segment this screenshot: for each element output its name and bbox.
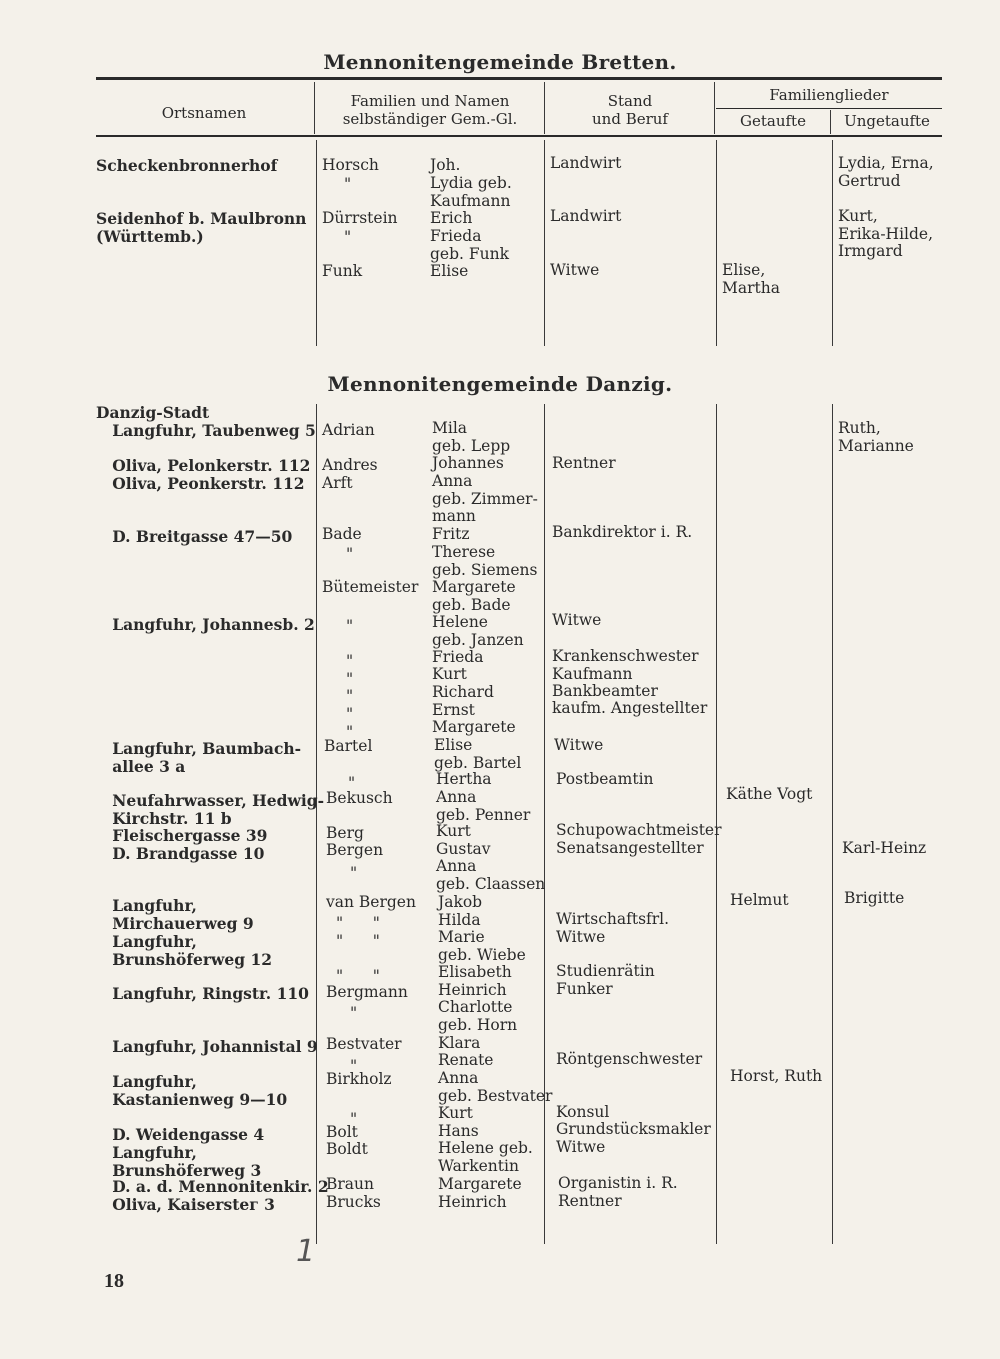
beruf-cell: Kaufmann	[552, 665, 633, 683]
family-cell: "	[350, 1110, 358, 1128]
ungetaufte-cell: Kurt, Erika-Hilde, Irmgard	[838, 207, 934, 261]
family-cell: "	[346, 705, 354, 723]
column-divider	[832, 404, 833, 1244]
family-cell: Dürrstein	[322, 209, 398, 227]
beruf-cell: Postbeamtin	[556, 770, 654, 788]
ort-cell: Oliva, Kaiserstег 3	[96, 1195, 275, 1214]
beruf-cell: Witwe	[552, 611, 602, 629]
name-cell: Renate	[438, 1051, 494, 1069]
family-cell: Bergmann	[326, 983, 408, 1001]
header-top-rule	[96, 77, 942, 80]
name-cell: Therese geb. Siemens	[432, 543, 538, 579]
beruf-cell: Witwe	[554, 736, 604, 754]
name-cell: Klara	[438, 1034, 481, 1052]
beruf-cell: Konsul	[556, 1103, 610, 1121]
family-cell: van Bergen	[326, 893, 416, 911]
family-cell: "	[346, 670, 354, 688]
beruf-cell: Senatsangestellter	[556, 839, 704, 857]
family-cell: Horsch	[322, 156, 379, 174]
name-cell: Heinrich	[438, 1193, 507, 1211]
family-cell: Braun	[326, 1175, 375, 1193]
name-cell: Hertha	[436, 770, 492, 788]
family-cell: "	[346, 723, 354, 741]
header-divider	[314, 82, 315, 134]
name-cell: Ernst	[432, 701, 475, 719]
ort-cell: Danzig-Stadt	[96, 403, 210, 422]
family-cell: Birkholz	[326, 1070, 392, 1088]
section1-title: Mennonitengemeinde Bretten.	[323, 50, 677, 74]
name-cell: Mila geb. Lepp	[432, 419, 511, 455]
name-cell: Heinrich	[438, 981, 507, 999]
header-divider	[544, 82, 545, 134]
ort-cell: Langfuhr, Brunshöferweg 12	[112, 932, 273, 969]
name-cell: Anna geb. Zimmer- mann	[432, 472, 538, 526]
family-cell: "	[346, 617, 354, 635]
beruf-cell: Funker	[556, 980, 613, 998]
name-cell: Margarete	[432, 718, 516, 736]
name-cell: Kurt	[436, 822, 471, 840]
name-cell: Erich	[430, 209, 473, 227]
family-cell: Berg	[326, 824, 364, 842]
family-cell: "	[344, 228, 352, 246]
ort-cell: Langfuhr, Kastanienweg 9—10	[112, 1072, 288, 1109]
getaufte-cell: Helmut	[730, 891, 789, 909]
getaufte-cell: Käthe Vogt	[726, 785, 813, 803]
getaufte-cell: Elise, Martha	[722, 261, 780, 297]
family-cell: Adrian	[322, 421, 375, 439]
family-cell: Bade	[322, 525, 362, 543]
ort-cell: Langfuhr, Taubenweg 5	[96, 421, 316, 440]
column-divider	[544, 140, 545, 346]
ort-cell: Fleischergasse 39	[96, 826, 268, 845]
header-familien: Familien und Namen selbständiger Gem.-Gl.	[342, 92, 518, 128]
beruf-cell: kaufm. Angestellter	[552, 699, 708, 717]
section2-title: Mennonitengemeinde Danzig.	[327, 372, 673, 396]
name-cell: Margarete	[438, 1175, 522, 1193]
ort-cell: D. Breitgasse 47—50	[96, 527, 293, 546]
ort-cell: Langfuhr, Mirchauerweg 9	[112, 896, 254, 933]
name-cell: Frieda geb. Funk	[430, 227, 509, 263]
family-cell: "	[350, 1057, 358, 1075]
family-cell: Bolt	[326, 1123, 358, 1141]
header-divider	[830, 110, 831, 134]
name-cell: Elisabeth	[438, 963, 512, 981]
family-cell: " "	[336, 914, 380, 932]
family-cell: " "	[336, 967, 380, 985]
ort-cell: D. Brandgasse 10	[96, 844, 265, 863]
name-cell: Hans	[438, 1122, 479, 1140]
family-cell: "	[346, 545, 354, 563]
family-cell: "	[350, 1004, 358, 1022]
ort-cell: Oliva, Pelonkerstr. 112	[96, 456, 311, 475]
name-cell: Gustav	[436, 840, 491, 858]
name-cell: Anna geb. Bestvater	[438, 1069, 553, 1105]
name-cell: Helene geb. Warkentin	[438, 1139, 533, 1175]
beruf-cell: Krankenschwester	[552, 647, 699, 665]
header-ungetaufte: Ungetaufte	[844, 112, 930, 130]
getaufte-cell: Horst, Ruth	[730, 1067, 823, 1085]
name-cell: Johannes	[432, 454, 504, 472]
name-cell: Frieda	[432, 648, 484, 666]
family-cell: Bütemeister	[322, 578, 419, 596]
ort-cell: Langfuhr, Johannesb. 2	[96, 615, 315, 634]
ort-cell: Langfuhr, Brunshöferweg 3	[112, 1143, 262, 1180]
family-cell: "	[346, 687, 354, 705]
name-cell: Fritz	[432, 525, 470, 543]
name-cell: Kurt	[438, 1104, 473, 1122]
ort-cell: Oliva, Peonkerstr. 112	[96, 474, 305, 493]
family-cell: "	[346, 652, 354, 670]
family-cell: Bergen	[326, 841, 384, 859]
ort-cell: Neufahrwasser, Hedwig- Kirchstr. 11 b	[112, 791, 325, 828]
name-cell: Joh.	[430, 156, 461, 174]
family-cell: Brucks	[326, 1193, 381, 1211]
ort-cell: Langfuhr, Baumbach- allee 3 a	[112, 739, 302, 776]
beruf-cell: Landwirt	[550, 207, 622, 225]
header-stand: Stand und Beruf	[592, 92, 668, 128]
family-cell: Boldt	[326, 1140, 368, 1158]
name-cell: Jakob	[438, 893, 483, 911]
family-cell: Funk	[322, 262, 363, 280]
family-cell: "	[348, 774, 356, 792]
beruf-cell: Witwe	[556, 1138, 606, 1156]
ungetaufte-cell: Brigitte	[844, 889, 905, 907]
name-cell: Charlotte geb. Horn	[438, 998, 518, 1034]
page-number: 18	[104, 1270, 124, 1292]
name-cell: Marie geb. Wiebe	[438, 928, 526, 964]
ort-cell: D. a. d. Mennonitenkir. 2	[96, 1177, 329, 1196]
ungetaufte-cell: Lydia, Erna, Gertrud	[838, 154, 934, 190]
column-divider	[544, 404, 545, 1244]
name-cell: Elise geb. Bartel	[434, 736, 522, 772]
beruf-cell: Witwe	[556, 928, 606, 946]
family-cell: Bekusch	[326, 789, 393, 807]
ort-cell: Scheckenbronnerhof	[96, 156, 278, 175]
name-cell: Margarete geb. Bade	[432, 578, 516, 614]
name-cell: Lydia geb. Kaufmann	[430, 174, 512, 210]
family-cell: " "	[336, 932, 380, 950]
name-cell: Kurt	[432, 665, 467, 683]
header-divider	[714, 82, 715, 134]
name-cell: Hilda	[438, 911, 481, 929]
beruf-cell: Landwirt	[550, 154, 622, 172]
name-cell: Richard	[432, 683, 494, 701]
pencil-annotation: 1	[296, 1234, 316, 1269]
header-ortsnamen: Ortsnamen	[161, 104, 247, 122]
header-sub-rule	[716, 108, 942, 109]
ungetaufte-cell: Ruth, Marianne	[838, 419, 914, 455]
ort-cell: Langfuhr, Johannistal 9	[96, 1037, 318, 1056]
ort-cell: D. Weidengasse 4	[96, 1125, 265, 1144]
beruf-cell: Wirtschaftsfrl.	[556, 910, 670, 928]
column-divider	[316, 140, 317, 346]
ort-cell: Langfuhr, Ringstr. 110	[96, 984, 309, 1003]
name-cell: Anna geb. Claassen	[436, 857, 546, 893]
header-bottom-rule	[96, 135, 942, 137]
column-divider	[832, 140, 833, 346]
beruf-cell: Bankbeamter	[552, 682, 658, 700]
ungetaufte-cell: Karl-Heinz	[842, 839, 927, 857]
header-familienglieder: Familienglieder	[769, 86, 889, 104]
family-cell: Bestvater	[326, 1035, 402, 1053]
beruf-cell: Studienrätin	[556, 962, 655, 980]
family-cell: Arft	[322, 474, 353, 492]
family-cell: Bartel	[324, 737, 373, 755]
beruf-cell: Röntgenschwester	[556, 1050, 703, 1068]
beruf-cell: Rentner	[558, 1192, 622, 1210]
family-cell: "	[344, 175, 352, 193]
beruf-cell: Grundstücksmakler	[556, 1120, 711, 1138]
beruf-cell: Schupowachtmeister	[556, 821, 722, 839]
beruf-cell: Witwe	[550, 261, 600, 279]
beruf-cell: Rentner	[552, 454, 616, 472]
name-cell: Anna geb. Penner	[436, 788, 531, 824]
beruf-cell: Organistin i. R.	[558, 1174, 678, 1192]
ort-cell: Seidenhof b. Maulbronn (Württemb.)	[96, 209, 307, 246]
column-divider	[716, 140, 717, 346]
family-cell: "	[350, 864, 358, 882]
name-cell: Elise	[430, 262, 469, 280]
beruf-cell: Bankdirektor i. R.	[552, 523, 693, 541]
family-cell: Andres	[322, 456, 378, 474]
header-getaufte: Getaufte	[740, 112, 806, 130]
name-cell: Helene geb. Janzen	[432, 613, 524, 649]
